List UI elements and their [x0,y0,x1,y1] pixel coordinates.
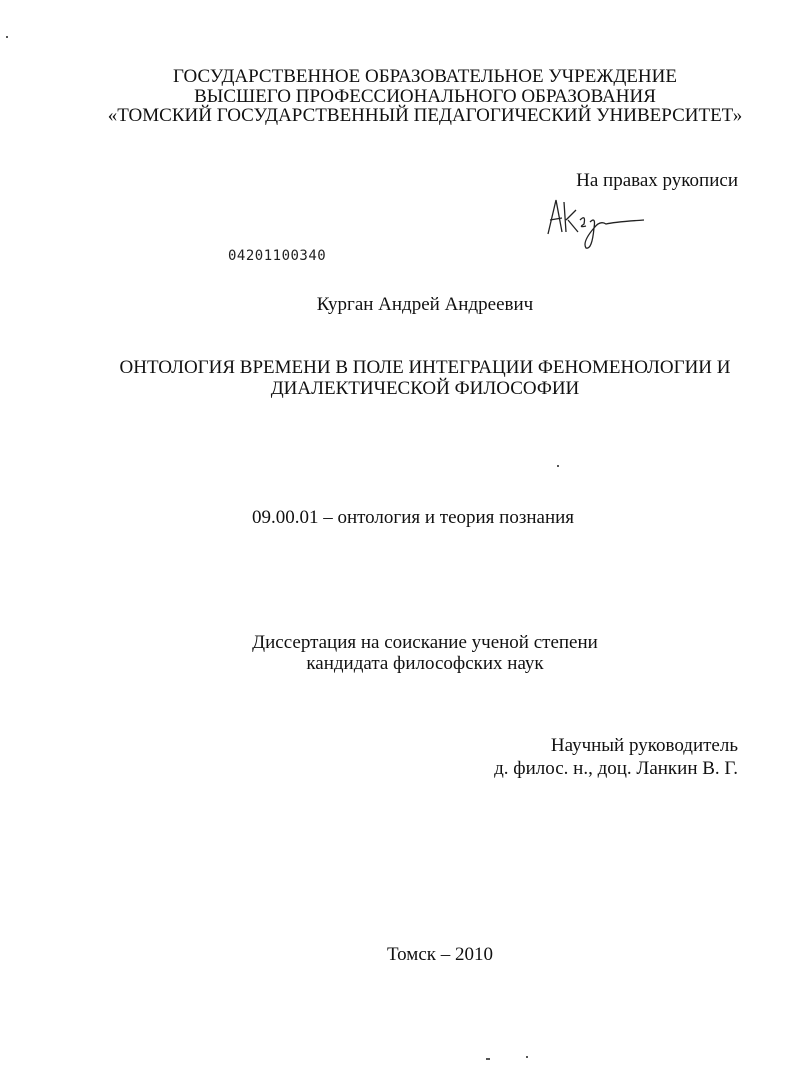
scan-speck [486,1058,490,1060]
specialty: 09.00.01 – онтология и теория познания [251,507,575,528]
author-name: Курган Андрей Андреевич [316,294,534,315]
scan-speck [557,465,559,467]
supervisor-name: д. филос. н., доц. Ланкин В. Г. [494,758,738,779]
manuscript-note: На правах рукописи [576,170,738,191]
signature [540,192,650,254]
supervisor-label: Научный руководитель [550,735,738,756]
dissertation-title-line-1: ОНТОЛОГИЯ ВРЕМЕНИ В ПОЛЕ ИНТЕГРАЦИИ ФЕНОМЕНОЛОГИИ И [119,357,731,378]
institution-line-2: ВЫСШЕГО ПРОФЕССИОНАЛЬНОГО ОБРАЗОВАНИЯ [194,86,656,107]
scan-speck [6,36,8,38]
institution-line-1: ГОСУДАРСТВЕННОЕ ОБРАЗОВАТЕЛЬНОЕ УЧРЕЖДЕНИЕ [173,66,677,87]
scan-speck [526,1056,528,1058]
institution-line-3: «ТОМСКИЙ ГОСУДАРСТВЕННЫЙ ПЕДАГОГИЧЕСКИЙ УНИВЕРСИТЕТ» [107,105,743,126]
registration-number: 04201100340 [228,248,327,264]
dissertation-title-line-2: ДИАЛЕКТИЧЕСКОЙ ФИЛОСОФИИ [270,378,580,399]
degree-line-1: Диссертация на соискание ученой степени [252,632,598,653]
place-year: Томск – 2010 [386,944,493,965]
degree-line-2: кандидата философских наук [306,653,544,674]
